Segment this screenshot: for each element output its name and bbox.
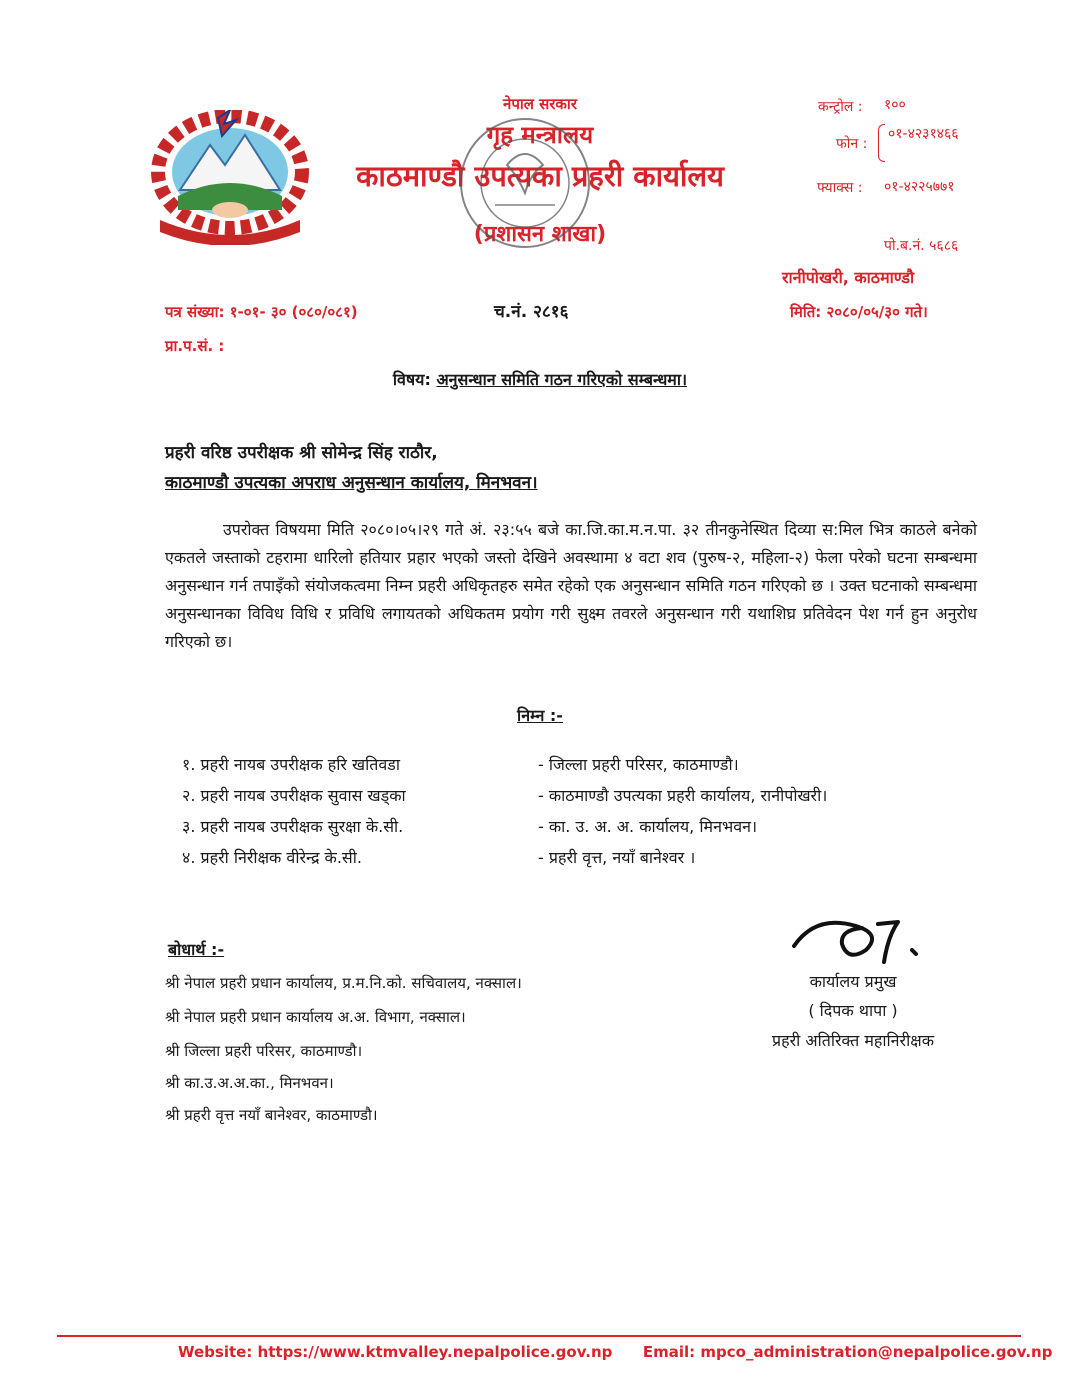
member-office: - जिल्ला प्रहरी परिसर, काठमाण्डौ। xyxy=(538,755,739,774)
letter-date: मिति: २०८०/०५/३० गते। xyxy=(790,303,928,321)
government-name: नेपाल सरकार xyxy=(503,95,577,113)
addressee-name: प्रहरी वरिष्ठ उपरीक्षक श्री सोमेन्द्र सिंह राठौर, xyxy=(165,443,438,463)
bodhartha-heading: बोधार्थ :- xyxy=(168,940,225,959)
handwritten-signature xyxy=(786,906,936,976)
phone-brace xyxy=(878,124,885,162)
member-name: १. प्रहरी नायब उपरीक्षक हरि खतिवडा xyxy=(182,755,401,774)
signatory-rank: प्रहरी अतिरिक्त महानिरीक्षक xyxy=(771,1031,934,1050)
body-paragraph: उपरोक्त विषयमा मिति २०८०।०५।२९ गते अं. २३:५५ बजे का.जि.का.म.न.पा. ३२ तीनकुनेस्थित दिव्या स:मिल भित्र काठले बनेको एकतले जस्ताको टहरामा धारिलो हतियार प्रहार भएको जस्तो देखिने अवस्थामा ४ वटा शव (पुरुष-२, महिला-२) फेला परेको घटना सम्बन्धमा अनुसन्धान गर्न तपाइँको संयोजकत्वमा निम्न प्रहरी अधिकृतहरु समेत रहेको एक अनुसन्धान समिति गठन गरिएको छ । उक्त घटनाको सम्बन्धमा अनुसन्धानका विविध विधि र प्रविधि लगायतको अधिकतम प्रयोग गरी सुक्ष्म तवरले अनुसन्धान गरी यथाशिघ्र प्रतिवेदन पेश गर्न हुन अनुरोध गरिएको छ। xyxy=(165,520,977,651)
cc-item: श्री का.उ.अ.अ.का., मिनभवन। xyxy=(165,1074,334,1092)
signatory-name: ( दिपक थापा ) xyxy=(808,1001,898,1020)
control-value: १०० xyxy=(884,97,906,113)
ministry-name: गृह मन्त्रालय xyxy=(486,121,594,149)
dispatch-number: च.नं. २८१६ xyxy=(494,302,569,322)
pra-pa-sa: प्रा.प.सं. : xyxy=(165,337,225,355)
footer-contact xyxy=(178,1343,1052,1361)
nepal-government-emblem xyxy=(150,110,310,245)
member-office: - काठमाण्डौ उपत्यका प्रहरी कार्यालय, रानीपोखरी। xyxy=(538,786,828,805)
phone-value: ०१-४२३१४६६ xyxy=(888,126,959,142)
footer-email: Email: mpco_administration@nepalpolice.gov.np xyxy=(642,1343,1053,1361)
po-box: पो.ब.नं. ५६८६ xyxy=(884,238,959,254)
subject-line xyxy=(0,368,1080,390)
member-name: २. प्रहरी नायब उपरीक्षक सुवास खड्का xyxy=(182,786,406,805)
subject-label: विषय: xyxy=(392,370,431,389)
footer-website: Website: https://www.ktmvalley.nepalpolice.gov.np xyxy=(178,1343,613,1361)
signatory-title: कार्यालय प्रमुख xyxy=(809,972,897,991)
cc-item: श्री नेपाल प्रहरी प्रधान कार्यालय अ.अ. विभाग, नक्साल। xyxy=(165,1008,466,1026)
office-location: रानीपोखरी, काठमाण्डौ xyxy=(782,268,915,287)
cc-item: श्री जिल्ला प्रहरी परिसर, काठमाण्डौ। xyxy=(165,1042,363,1060)
member-name: ४. प्रहरी निरीक्षक वीरेन्द्र के.सी. xyxy=(182,848,362,867)
letter-number: पत्र संख्या: १-०१- ३० (०८०/०८१) xyxy=(165,303,358,321)
phone-label: फोन : xyxy=(836,136,868,152)
cc-item: श्री प्रहरी वृत्त नयाँ बानेश्वर, काठमाण्डौ। xyxy=(165,1106,378,1124)
office-seal-stamp xyxy=(455,113,595,253)
control-label: कन्ट्रोल : xyxy=(818,99,863,115)
footer-divider xyxy=(57,1335,1021,1337)
member-office: - प्रहरी वृत्त, नयाँ बानेश्वर । xyxy=(538,848,696,867)
fax-value: ०१-४२२५७७१ xyxy=(884,179,955,195)
office-name: काठमाण्डौ उपत्यका प्रहरी कार्यालय xyxy=(356,159,724,193)
subject-text: अनुसन्धान समिति गठन गरिएको सम्बन्धमा। xyxy=(436,370,688,389)
member-office: - का. उ. अ. अ. कार्यालय, मिनभवन। xyxy=(538,817,758,836)
section-name: (प्रशासन शाखा) xyxy=(473,222,607,247)
cc-item: श्री नेपाल प्रहरी प्रधान कार्यालय, प्र.म.नि.को. सचिवालय, नक्साल। xyxy=(165,974,522,992)
addressee-office: काठमाण्डौ उपत्यका अपराध अनुसन्धान कार्यालय, मिनभवन। xyxy=(165,473,538,493)
member-name: ३. प्रहरी नायब उपरीक्षक सुरक्षा के.सी. xyxy=(182,817,404,836)
fax-label: फ्याक्स : xyxy=(817,180,863,196)
members-heading: निम्न :- xyxy=(517,706,563,725)
